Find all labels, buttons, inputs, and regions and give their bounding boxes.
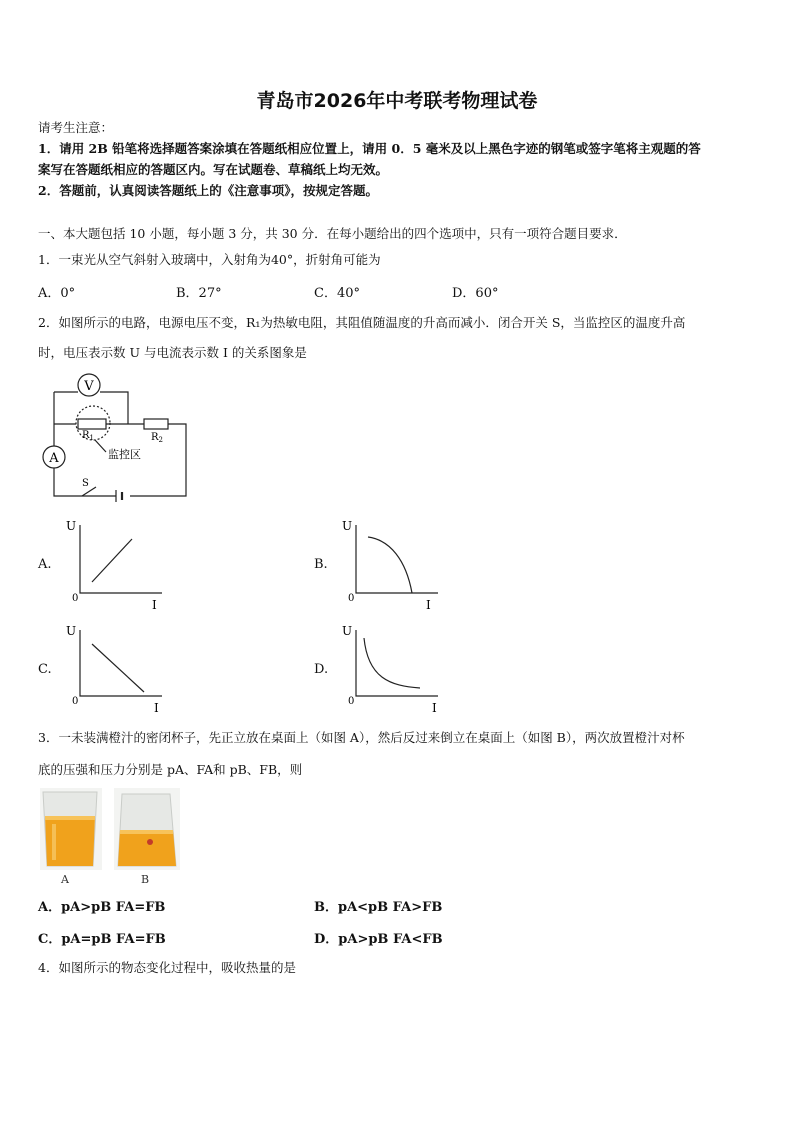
question-2-stem-1: 2．如图所示的电路，电源电压不变，R₁为热敏电阻，其阻值随温度的升高而减小．闭合开关 S，当监控区的温度升高 bbox=[38, 315, 686, 330]
notice-line-1a: 1．请用 2B 铅笔将选择题答案涂填在答题纸相应位置上，请用 0．5 毫米及以上黑色字迹的钢笔或签字笔将主观题的答 bbox=[38, 141, 701, 156]
graph-c-curve bbox=[92, 644, 144, 692]
graph-b-x-label: I bbox=[426, 598, 431, 612]
graph-c-y-label: U bbox=[66, 624, 77, 638]
monitor-zone-label: 监控区 bbox=[108, 448, 141, 461]
graph-d-y-label: U bbox=[342, 624, 353, 638]
q2-option-b-label: B. bbox=[314, 557, 328, 572]
notice-heading: 请考生注意： bbox=[38, 120, 114, 135]
graph-b-y-label: U bbox=[342, 519, 353, 533]
graph-d-x-label: I bbox=[432, 701, 437, 715]
circuit-diagram bbox=[38, 370, 198, 502]
graph-c bbox=[62, 620, 172, 720]
graph-b-axes bbox=[356, 525, 438, 593]
question-2-stem-2: 时，电压表示数 U 与电流表示数 I 的关系图象是 bbox=[38, 345, 307, 360]
cup-photos bbox=[38, 786, 184, 886]
q2-option-d-label: D. bbox=[314, 662, 329, 677]
graph-d bbox=[338, 620, 448, 720]
q3-option-b: B．pA<pB FA>FB bbox=[314, 900, 443, 915]
graph-c-axes bbox=[80, 630, 162, 696]
photo-label-b: B bbox=[141, 873, 150, 886]
question-4-stem: 4．如图所示的物态变化过程中，吸收热量的是 bbox=[38, 960, 296, 975]
q1-option-a: A．0° bbox=[38, 286, 76, 301]
graph-a-origin: 0 bbox=[72, 593, 79, 604]
graph-a-y-label: U bbox=[66, 519, 77, 533]
question-1-stem: 1．一束光从空气斜射入玻璃中，入射角为40°，折射角可能为 bbox=[38, 252, 381, 267]
q1-option-c: C．40° bbox=[314, 286, 360, 301]
question-3-stem-2: 底的压强和压力分别是 pA、FA和 pB、FB，则 bbox=[38, 762, 303, 777]
cup-a-photo bbox=[40, 788, 102, 870]
q1-option-d: D．60° bbox=[452, 286, 499, 301]
graph-d-origin: 0 bbox=[348, 696, 355, 707]
graph-a bbox=[62, 515, 172, 613]
notice-line-1b: 案写在答题纸相应的答题区内。写在试题卷、草稿纸上均无效。 bbox=[38, 162, 389, 177]
switch-label: S bbox=[82, 478, 89, 489]
graph-a-axes bbox=[80, 525, 162, 593]
graph-a-x-label: I bbox=[152, 598, 157, 612]
r2-label: $R_2$ bbox=[151, 432, 163, 444]
q3-option-a: A．pA>pB FA=FB bbox=[38, 900, 166, 915]
graph-d-curve bbox=[364, 638, 420, 688]
graph-a-curve bbox=[92, 539, 132, 582]
q1-option-b: B．27° bbox=[176, 286, 222, 301]
graph-c-x-label: I bbox=[154, 701, 159, 715]
question-3-stem-1: 3．一未装满橙汁的密闭杯子，先正立放在桌面上（如图 A），然后反过来倒立在桌面上（如图 B），两次放置橙汁对杯 bbox=[38, 730, 685, 745]
photo-label-a: A bbox=[61, 873, 69, 886]
cup-b-photo bbox=[114, 788, 180, 870]
page-title: 青岛市2026年中考联考物理试卷 bbox=[256, 90, 538, 112]
q3-option-d: D．pA>pB FA<FB bbox=[314, 932, 443, 947]
q2-option-a-label: A. bbox=[38, 557, 52, 572]
r1-label: $R_1$ bbox=[82, 430, 94, 442]
graph-b-curve bbox=[368, 537, 412, 593]
graph-c-origin: 0 bbox=[72, 696, 79, 707]
ammeter-label: A bbox=[49, 451, 59, 466]
graph-b bbox=[338, 515, 448, 613]
notice-line-2: 2．答题前，认真阅读答题纸上的《注意事项》，按规定答题。 bbox=[38, 183, 378, 198]
graph-d-axes bbox=[356, 630, 438, 696]
section-heading: 一、本大题包括 10 小题，每小题 3 分，共 30 分．在每小题给出的四个选项中，只有一项符合题目要求． bbox=[38, 226, 627, 241]
graph-b-origin: 0 bbox=[348, 593, 355, 604]
voltmeter-label: V bbox=[84, 379, 94, 394]
q3-option-c: C．pA=pB FA=FB bbox=[38, 932, 166, 947]
q2-option-c-label: C. bbox=[38, 662, 52, 677]
